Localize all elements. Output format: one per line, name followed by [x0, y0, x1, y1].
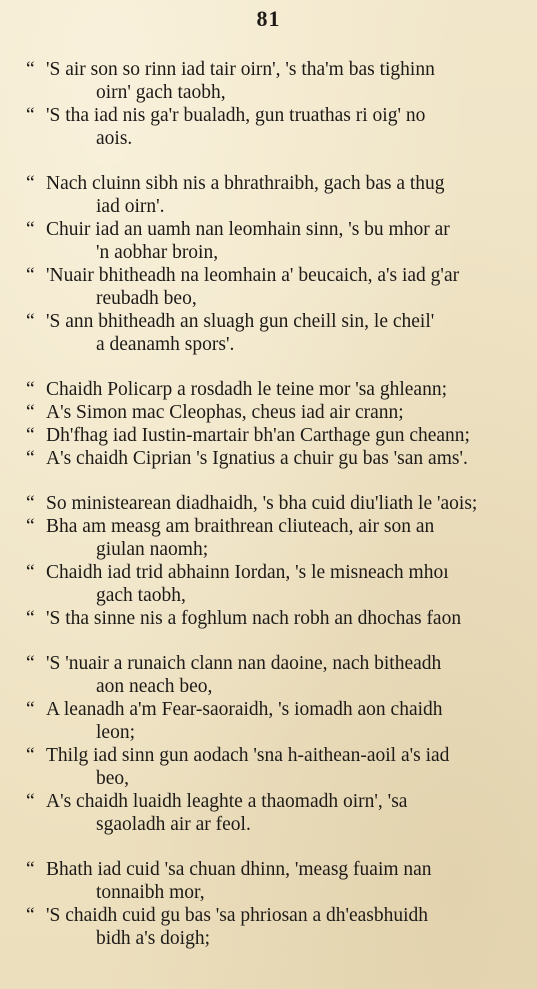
verse-continuation: leon; [96, 722, 135, 743]
verse-line [26, 858, 522, 881]
open-quote: “ [26, 219, 35, 240]
open-quote: “ [26, 493, 35, 514]
verse-text: A's chaidh luaidh leaghte a thaomadh oirn', 'sa [46, 791, 408, 812]
open-quote: “ [26, 402, 35, 423]
open-quote: “ [26, 516, 35, 537]
verse-continuation: beo, [96, 768, 130, 789]
open-quote: “ [26, 608, 35, 629]
open-quote: “ [26, 59, 35, 80]
verse-continuation: oirn' gach taobh, [96, 82, 226, 103]
verse-continuation: bidh a's doigh; [96, 928, 211, 949]
verse-text: A leanadh a'm Fear-saoraidh, 's iomadh aon chaidh [46, 699, 443, 720]
open-quote: “ [26, 859, 35, 880]
verse-continuation: sgaoladh air ar feol. [96, 814, 251, 835]
verse-continuation: giulan naomh; [96, 539, 209, 560]
verse-text: Nach cluinn sibh nis a bhrathraibh, gach bas a thug [46, 173, 445, 194]
verse-line [26, 652, 522, 675]
verse-text: Thilg iad sinn gun aodach 'sna h-aithean-aoil a's iad [46, 745, 450, 766]
verse-line [26, 310, 522, 333]
open-quote: “ [26, 562, 35, 583]
verse-line [26, 424, 522, 447]
open-quote: “ [26, 791, 35, 812]
verse-line [26, 744, 522, 767]
verse-continuation: a deanamh spors'. [96, 334, 235, 355]
stanza [26, 492, 522, 630]
open-quote: “ [26, 379, 35, 400]
verse-line [26, 401, 522, 424]
open-quote: “ [26, 311, 35, 332]
verse-line [26, 515, 522, 538]
verse-text: Chuir iad an uamh nan leomhain sinn, 's bu mhor ar [46, 219, 450, 240]
verse-line [26, 790, 522, 813]
open-quote: “ [26, 265, 35, 286]
verse-text: A's Simon mac Cleophas, cheus iad air crann; [46, 402, 404, 423]
stanza [26, 58, 522, 150]
verse-line [26, 904, 522, 927]
verse-continuation: tonnaibh mor, [96, 882, 205, 903]
open-quote: “ [26, 105, 35, 126]
verse-text: 'S air son so rinn iad tair oirn', 's tha'm bas tighinn [46, 59, 435, 80]
verse-line [26, 447, 522, 470]
verse-continuation: iad oirn'. [96, 196, 165, 217]
verse-line [26, 104, 522, 127]
verse-line [26, 264, 522, 287]
stanza [26, 858, 522, 950]
verse-text: 'S tha iad nis ga'r bualadh, gun truathas ri oig' no [46, 105, 426, 126]
stanza [26, 652, 522, 836]
verse-text: Chaidh Policarp a rosdadh le teine mor 'sa ghleann; [46, 379, 447, 400]
open-quote: “ [26, 448, 35, 469]
open-quote: “ [26, 699, 35, 720]
verse-line [26, 698, 522, 721]
verse-line [26, 607, 522, 630]
verse-continuation: reubadh beo, [96, 288, 197, 309]
verse-continuation: 'n aobhar broin, [96, 242, 219, 263]
verse-line [26, 172, 522, 195]
verse-text: Bha am measg am braithrean cliuteach, air son an [46, 516, 435, 537]
page-number: 81 [256, 6, 281, 31]
verse-text: 'S ann bhitheadh an sluagh gun cheill sin, le cheil' [46, 311, 435, 332]
verse-line [26, 378, 522, 401]
verse-line [26, 58, 522, 81]
verse-continuation: gach taobh, [96, 585, 186, 606]
verse-text: Bhath iad cuid 'sa chuan dhinn, 'measg fuaim nan [46, 859, 432, 880]
open-quote: “ [26, 173, 35, 194]
open-quote: “ [26, 745, 35, 766]
open-quote: “ [26, 653, 35, 674]
verse-continuation: aois. [96, 128, 133, 149]
verse-text: Chaidh iad trid abhainn Iordan, 's le misneach mhoı [46, 562, 449, 583]
stanza [26, 172, 522, 356]
open-quote: “ [26, 905, 35, 926]
open-quote: “ [26, 425, 35, 446]
verse-continuation: aon neach beo, [96, 676, 213, 697]
verse-text: Dh'fhag iad Iustin-martair bh'an Carthage gun cheann; [46, 425, 470, 446]
verse-text: 'S chaidh cuid gu bas 'sa phriosan a dh'easbhuidh [46, 905, 429, 926]
verse-line [26, 218, 522, 241]
verse-line [26, 492, 522, 515]
verse-text: 'Nuair bhitheadh na leomhain a' beucaich, a's iad g'ar [46, 265, 460, 286]
verse-text: A's chaidh Ciprian 's Ignatius a chuir gu bas 'san ams'. [46, 448, 468, 469]
verse-text: 'S tha sinne nis a foghlum nach robh an dhochas faon [46, 608, 462, 629]
verse-text: 'S 'nuair a runaich clann nan daoine, nach bitheadh [46, 653, 442, 674]
poem-text [26, 58, 522, 972]
stanza [26, 378, 522, 470]
verse-line [26, 561, 522, 584]
verse-text: So ministearean diadhaidh, 's bha cuid diu'liath le 'aois; [46, 493, 478, 514]
